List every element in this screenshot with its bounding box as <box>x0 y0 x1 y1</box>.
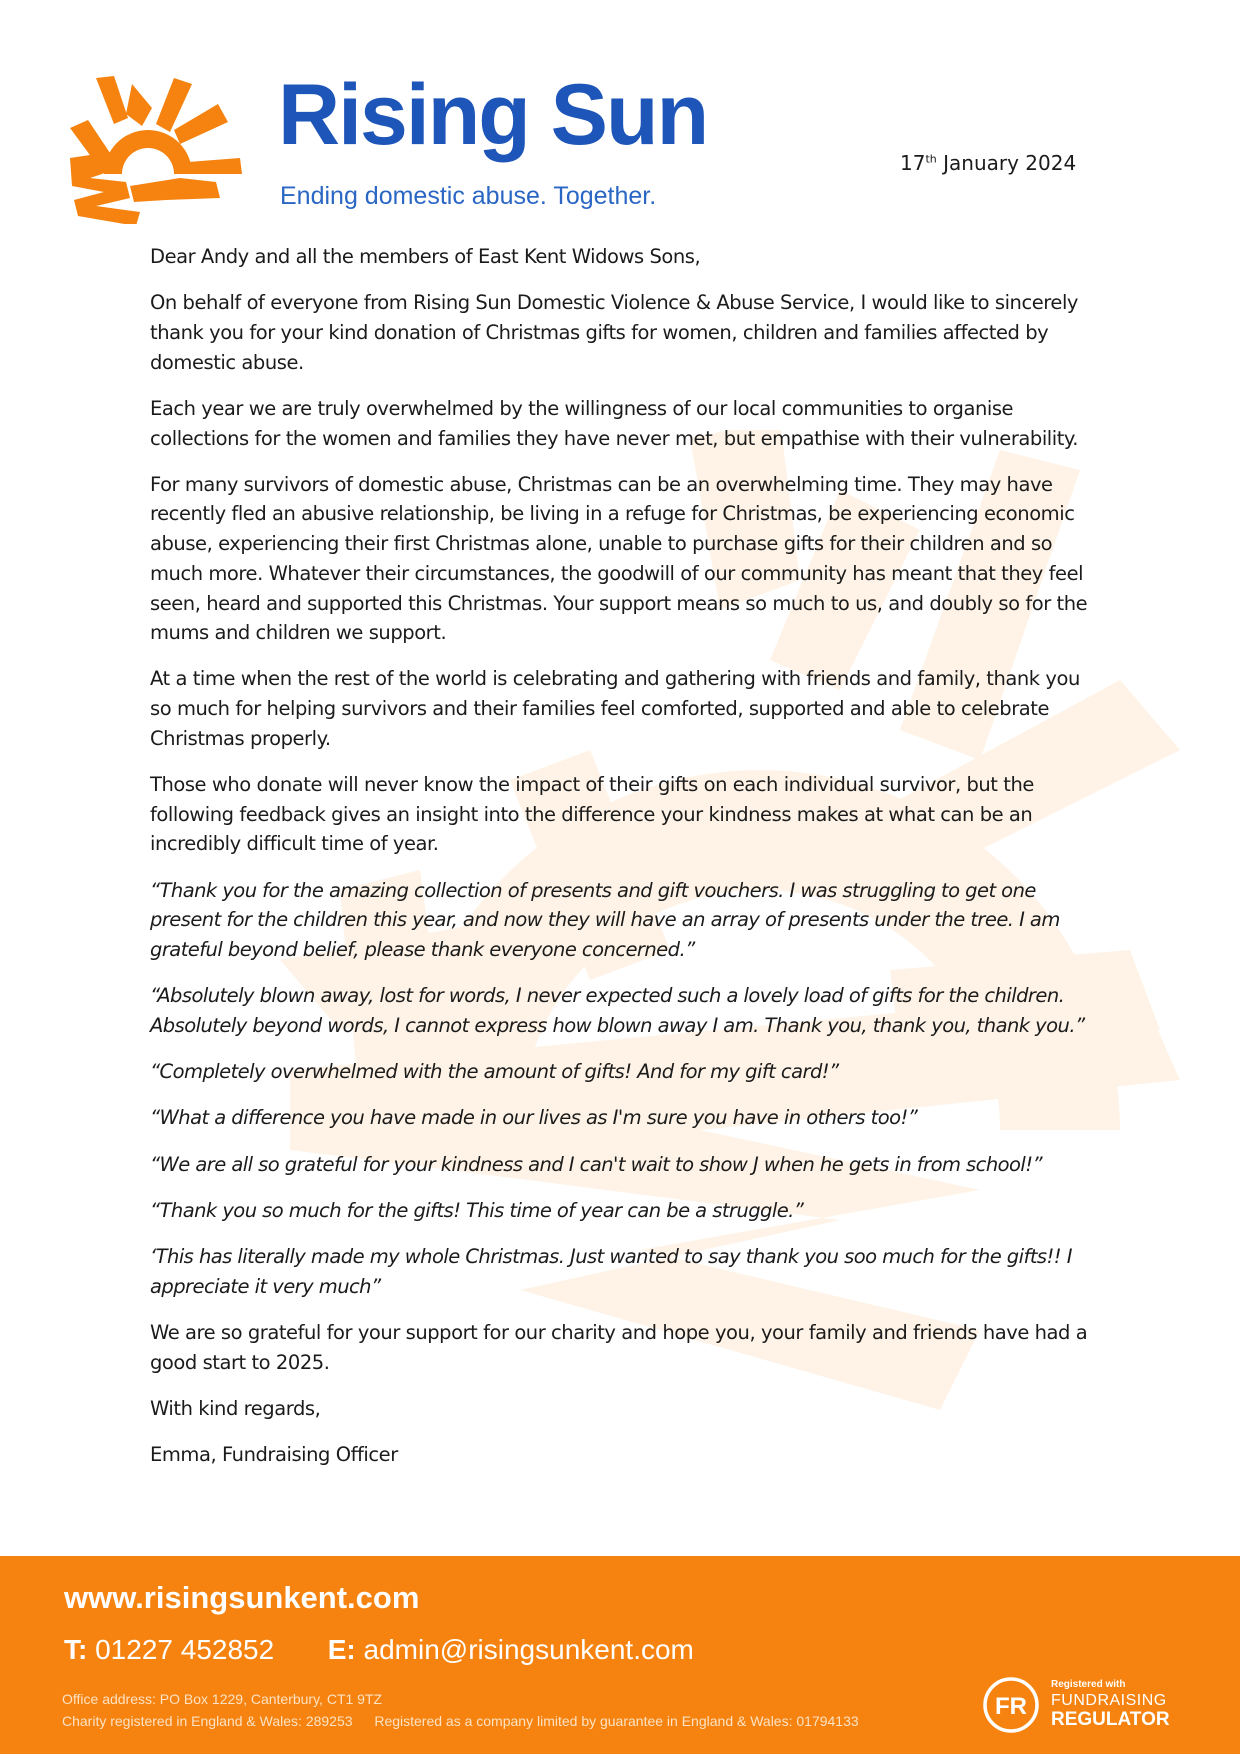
signature: Emma, Fundraising Officer <box>150 1443 398 1466</box>
paragraph: On behalf of everyone from Rising Sun Domestic Violence & Abuse Service, I would like to sincerely thank you for your kind donation of Christmas gifts for women, children and families affected by domestic abuse. <box>150 291 1079 374</box>
registration-line <box>62 1713 859 1729</box>
testimonial-quote: “Completely overwhelmed with the amount of gifts! And for my gift card!” <box>150 1060 839 1084</box>
regulator-line-1: Registered with <box>1051 1679 1126 1690</box>
brand-name: Rising Sun <box>278 67 708 163</box>
badge-letters: FR <box>995 1693 1027 1720</box>
regulator-line-2: FUNDRAISING <box>1051 1692 1167 1709</box>
contact-line <box>64 1634 694 1666</box>
phone-label: T: <box>64 1634 88 1665</box>
date-day: 17 <box>900 151 926 175</box>
sign-off: With kind regards, <box>150 1396 321 1420</box>
salutation: Dear Andy and all the members of East Kent Widows Sons, <box>150 245 701 268</box>
company-registration: Registered as a company limited by guarantee in England & Wales: 01794133 <box>374 1713 859 1729</box>
testimonial-quote: “Thank you for the amazing collection of presents and gift vouchers. I was struggling to get one present for the children this year, and now they will have an array of presents under the tree. I am grateful beyond belief, please thank everyone concerned.” <box>150 878 1060 962</box>
testimonial-quote: “We are all so grateful for your kindness and I can't wait to show J when he gets in from school!” <box>150 1152 1043 1176</box>
paragraph: Each year we are truly overwhelmed by the willingness of our local communities to organise collections for the women and families they have never met, but empathise with their vulnerability. <box>150 396 1078 450</box>
paragraph: Those who donate will never know the impact of their gifts on each individual survivor, but the following feedback gives an insight into the difference your kindness makes at what can be an incredibly difficult time of year. <box>150 773 1034 856</box>
office-address: Office address: PO Box 1229, Canterbury, CT1 9TZ <box>62 1691 383 1707</box>
email-address[interactable]: admin@risingsunkent.com <box>363 1634 694 1665</box>
testimonial-quote: ‘This has literally made my whole Christmas. Just wanted to say thank you soo much for the gifts!! I appreciate it very much” <box>150 1244 1072 1298</box>
fundraising-regulator-badge-icon <box>982 1676 1040 1734</box>
date-month-year: January 2024 <box>936 151 1077 175</box>
letter-date <box>900 151 1076 175</box>
footer <box>0 1556 1240 1754</box>
phone-number[interactable]: 01227 452852 <box>95 1634 275 1665</box>
letter-body <box>150 242 1095 1486</box>
paragraph: At a time when the rest of the world is celebrating and gathering with friends and family, thank you so much for helping survivors and their families feel comforted, supported and able to celebrate Christmas properly. <box>150 667 1080 750</box>
testimonial-quote: “What a difference you have made in our lives as I'm sure you have in others too!” <box>150 1106 918 1130</box>
closing-paragraph: We are so grateful for your support for our charity and hope you, your family and friends have had a good start to 2025. <box>150 1320 1088 1374</box>
regulator-line-3: REGULATOR <box>1051 1709 1170 1730</box>
rising-sun-logo <box>70 67 708 224</box>
charity-registration: Charity registered in England & Wales: 289253 <box>62 1713 353 1729</box>
paragraph: For many survivors of domestic abuse, Christmas can be an overwhelming time. They may have recently fled an abusive relationship, be living in a refuge for Christmas, be experiencing economic abuse, experiencing their first Christmas alone, unable to purchase gifts for their children and so much more. Whatever their circumstances, the goodwill of our community has meant that they feel seen, heard and supported this Christmas. Your support means so much to us, and doubly so for the mums and children we support. <box>150 472 1088 645</box>
date-suffix: th <box>925 152 937 166</box>
brand-tagline: Ending domestic abuse. Together. <box>280 182 657 210</box>
fundraising-regulator-mark <box>1051 1680 1191 1729</box>
testimonial-quote: “Absolutely blown away, lost for words, I never expected such a lovely load of gifts for the children. Absolutely beyond words, I cannot express how blown away I am. Thank you, thank you, thank you.” <box>150 984 1085 1037</box>
testimonial-quote: “Thank you so much for the gifts! This time of year can be a struggle.” <box>150 1198 804 1222</box>
rising-sun-icon <box>70 74 250 224</box>
website-link[interactable]: www.risingsunkent.com <box>64 1580 420 1615</box>
email-label: E: <box>327 1634 356 1665</box>
